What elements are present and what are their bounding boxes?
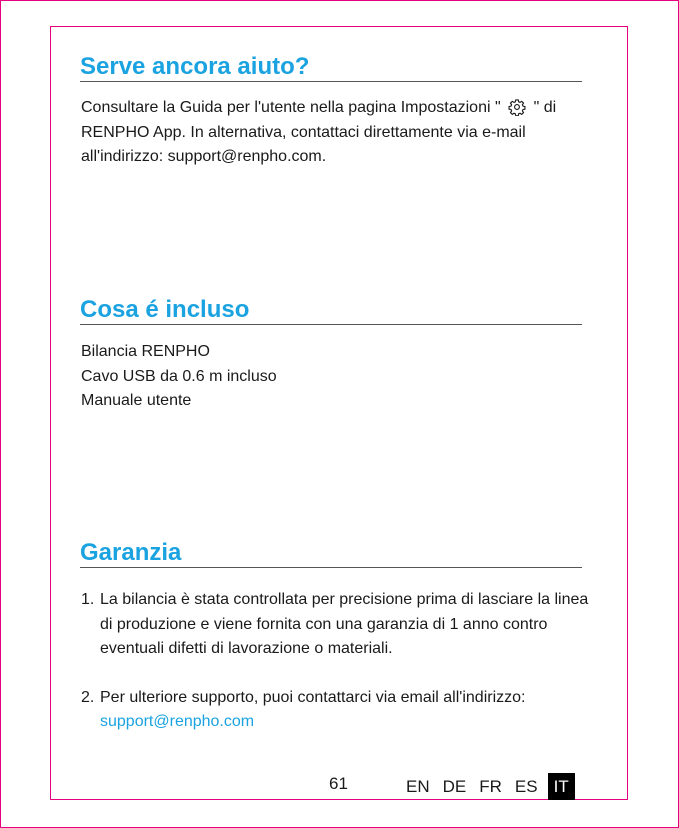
warranty-item-1 bbox=[81, 588, 588, 662]
page-number: 61 bbox=[329, 774, 348, 793]
list-number: 1. bbox=[81, 591, 95, 608]
language-tab-fr[interactable]: FR bbox=[479, 777, 502, 796]
support-email-link[interactable]: support@renpho.com bbox=[100, 713, 255, 730]
heading-included: Cosa é incluso bbox=[80, 296, 582, 325]
language-tab-de[interactable]: DE bbox=[442, 777, 467, 796]
warranty-item-2 bbox=[81, 686, 588, 735]
help-line-3: all'indirizzo: support@renpho.com. bbox=[81, 148, 327, 165]
included-item: Manuale utente bbox=[81, 392, 192, 409]
warranty-line: La bilancia è stata controllata per precisione prima di lasciare la linea bbox=[100, 591, 589, 608]
included-list bbox=[81, 340, 277, 414]
language-tab-es[interactable]: ES bbox=[514, 777, 538, 796]
included-item: Bilancia RENPHO bbox=[81, 343, 210, 360]
included-item: Cavo USB da 0.6 m incluso bbox=[81, 367, 277, 385]
warranty-line: di produzione e viene fornita con una garanzia di 1 anno contro bbox=[100, 615, 548, 633]
list-number: 2. bbox=[81, 688, 95, 706]
heading-warranty: Garanzia bbox=[80, 539, 582, 568]
gear-icon bbox=[508, 98, 526, 116]
language-tab-it[interactable]: IT bbox=[548, 773, 575, 800]
language-tabs bbox=[406, 773, 575, 800]
warranty-line: eventuali difetti di lavorazione o materiali. bbox=[100, 640, 393, 657]
language-tab-en[interactable]: EN bbox=[406, 777, 430, 796]
warranty-list bbox=[81, 588, 588, 735]
heading-help: Serve ancora aiuto? bbox=[80, 53, 582, 82]
help-paragraph bbox=[81, 96, 556, 170]
help-line-2: RENPHO App. In alternativa, contattaci direttamente via e-mail bbox=[81, 123, 526, 141]
warranty-line: Per ulteriore supporto, puoi contattarci via email all'indirizzo: bbox=[100, 688, 526, 706]
help-line-1: Consultare la Guida per l'utente nella pagina Impostazioni " " di bbox=[81, 99, 557, 116]
